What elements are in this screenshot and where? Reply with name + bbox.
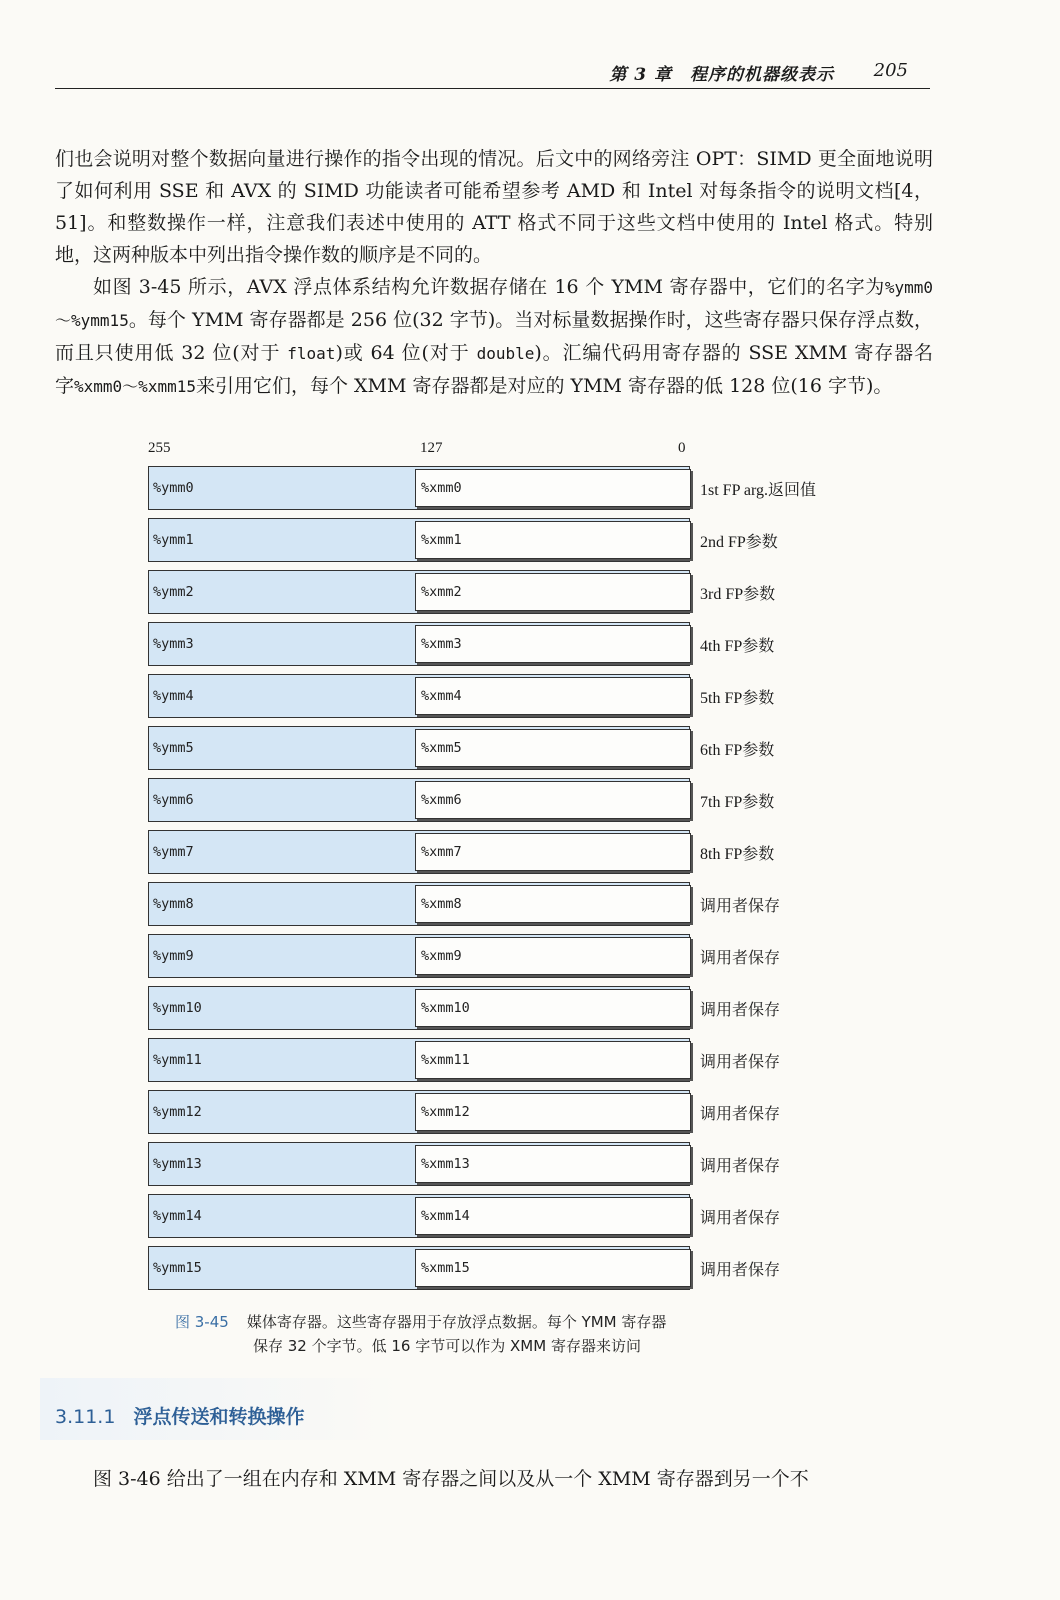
register-role: 5th FP参数: [700, 690, 775, 707]
register-role: 4th FP参数: [700, 638, 775, 655]
xmm-register-name: %xmm6: [421, 792, 462, 808]
ymm-register-name: %ymm14: [153, 1208, 202, 1224]
xmm-register-name: %xmm11: [421, 1052, 470, 1068]
bit-label-0: 0: [678, 440, 686, 456]
register-row: [148, 674, 848, 720]
code-xmm-range: %xmm0～%xmm15: [74, 377, 196, 396]
ymm-register-name: %ymm15: [153, 1260, 202, 1276]
bit-label-127: 127: [420, 440, 443, 456]
ymm-register-name: %ymm2: [153, 584, 194, 600]
ymm-register-box: [148, 830, 690, 874]
xmm-register-name: %xmm8: [421, 896, 462, 912]
register-role: 8th FP参数: [700, 846, 775, 863]
xmm-register-name: %xmm0: [421, 480, 462, 496]
register-row: [148, 518, 848, 564]
xmm-register-name: %xmm3: [421, 636, 462, 652]
ymm-register-box: [148, 986, 690, 1030]
page-number: 205: [873, 60, 908, 81]
chapter-title: 第 3 章 程序的机器级表示: [609, 65, 834, 85]
xmm-register-box: [415, 677, 691, 715]
xmm-register-name: %xmm7: [421, 844, 462, 860]
xmm-register-box: [415, 521, 691, 559]
xmm-register-box: [415, 729, 691, 767]
paragraph-2-text-1: 如图 3-45 所示，AVX 浮点体系结构允许数据存储在 16 个 YMM 寄存器中，它们的名字为: [93, 276, 885, 298]
register-row: [148, 466, 848, 512]
register-row: [148, 726, 848, 772]
xmm-register-name: %xmm1: [421, 532, 462, 548]
paragraph-2-text-4: )。汇编代码用寄存器的 SSE XMM 寄存器名字: [55, 342, 933, 397]
xmm-register-name: %xmm10: [421, 1000, 470, 1016]
xmm-register-name: %xmm5: [421, 740, 462, 756]
ymm-register-name: %ymm4: [153, 688, 194, 704]
xmm-register-name: %xmm12: [421, 1104, 470, 1120]
section-title: 浮点传送和转换操作: [133, 1406, 305, 1428]
ymm-register-name: %ymm10: [153, 1000, 202, 1016]
xmm-register-box: [415, 989, 691, 1027]
register-row: [148, 830, 848, 876]
register-row: [148, 934, 848, 980]
ymm-register-name: %ymm6: [153, 792, 194, 808]
caption-label: 图 3-45: [175, 1313, 229, 1331]
xmm-register-box: [415, 1145, 691, 1183]
code-ymm-range: %ymm0～%ymm15: [55, 278, 933, 330]
register-role: 7th FP参数: [700, 794, 775, 811]
xmm-register-box: [415, 781, 691, 819]
register-row: [148, 570, 848, 616]
ymm-register-name: %ymm12: [153, 1104, 202, 1120]
ymm-register-box: [148, 882, 690, 926]
ymm-register-box: [148, 674, 690, 718]
ymm-register-box: [148, 1142, 690, 1186]
bit-label-255: 255: [148, 440, 171, 456]
register-role: 调用者保存: [700, 1158, 781, 1175]
register-role: 调用者保存: [700, 1054, 781, 1071]
register-row: [148, 1194, 848, 1240]
ymm-register-box: [148, 622, 690, 666]
ymm-register-box: [148, 1090, 690, 1134]
register-role: 2nd FP参数: [700, 534, 778, 551]
paragraph-2: [55, 271, 933, 403]
register-row: [148, 1038, 848, 1084]
ymm-register-name: %ymm9: [153, 948, 194, 964]
register-role: 调用者保存: [700, 1210, 781, 1227]
register-role: 调用者保存: [700, 1262, 781, 1279]
register-row: [148, 622, 848, 668]
ymm-register-name: %ymm7: [153, 844, 194, 860]
ymm-register-name: %ymm0: [153, 480, 194, 496]
code-double: double: [476, 344, 535, 363]
xmm-register-name: %xmm9: [421, 948, 462, 964]
register-row: [148, 986, 848, 1032]
xmm-register-box: [415, 573, 691, 611]
xmm-register-box: [415, 1041, 691, 1079]
ymm-register-name: %ymm13: [153, 1156, 202, 1172]
xmm-register-name: %xmm4: [421, 688, 462, 704]
caption-line-2: 保存 32 个字节。低 16 字节可以作为 XMM 寄存器来访问: [253, 1337, 641, 1355]
xmm-register-box: [415, 469, 691, 507]
ymm-register-box: [148, 518, 690, 562]
xmm-register-name: %xmm13: [421, 1156, 470, 1172]
xmm-register-box: [415, 885, 691, 923]
xmm-register-box: [415, 1093, 691, 1131]
ymm-register-name: %ymm5: [153, 740, 194, 756]
register-row: [148, 1142, 848, 1188]
ymm-register-name: %ymm8: [153, 896, 194, 912]
register-row: [148, 1246, 848, 1292]
paragraph-2-text-3: )或 64 位(对于: [335, 342, 477, 364]
media-register-figure: [148, 440, 848, 1300]
register-role: 调用者保存: [700, 898, 781, 915]
ymm-register-box: [148, 1038, 690, 1082]
register-role: 调用者保存: [700, 950, 781, 967]
ymm-register-box: [148, 726, 690, 770]
xmm-register-box: [415, 833, 691, 871]
paragraph-1: 们也会说明对整个数据向量进行操作的指令出现的情况。后文中的网络旁注 OPT：SIMD 更全面地说明了如何利用 SSE 和 AVX 的 SIMD 功能读者可能希望参考 AMD 和 Intel 对每条指令的说明文档[4，51]。和整数操作一样，注意我们表述中使用的 ATT 格式不同于这些文档中使用的 Intel 格式。特别地，这两种版本中列出指令操作数的顺序是不同的。: [55, 148, 933, 266]
xmm-register-box: [415, 937, 691, 975]
ymm-register-box: [148, 570, 690, 614]
section-number: 3.11.1: [55, 1406, 116, 1428]
register-role: 1st FP arg.返回值: [700, 482, 817, 499]
ymm-register-name: %ymm11: [153, 1052, 202, 1068]
register-role: 6th FP参数: [700, 742, 775, 759]
register-role: 调用者保存: [700, 1106, 781, 1123]
xmm-register-name: %xmm2: [421, 584, 462, 600]
caption-line-1: 媒体寄存器。这些寄存器用于存放浮点数据。每个 YMM 寄存器: [246, 1313, 667, 1331]
xmm-register-name: %xmm14: [421, 1208, 470, 1224]
register-role: 3rd FP参数: [700, 586, 776, 603]
xmm-register-box: [415, 625, 691, 663]
xmm-register-box: [415, 1249, 691, 1287]
xmm-register-name: %xmm15: [421, 1260, 470, 1276]
paragraph-3: 图 3-46 给出了一组在内存和 XMM 寄存器之间以及从一个 XMM 寄存器到另一个不: [93, 1468, 809, 1490]
xmm-register-box: [415, 1197, 691, 1235]
register-role: 调用者保存: [700, 1002, 781, 1019]
paragraph-2-text-2: 。每个 YMM 寄存器都是 256 位(32 字节)。当对标量数据操作时，这些寄存器只保存浮点数，而且只使用低 32 位(对于: [55, 309, 933, 364]
register-row: [148, 1090, 848, 1136]
ymm-register-box: [148, 1194, 690, 1238]
section-heading: [55, 1402, 304, 1429]
ymm-register-name: %ymm1: [153, 532, 194, 548]
ymm-register-box: [148, 778, 690, 822]
figure-caption: [175, 1310, 815, 1358]
ymm-register-box: [148, 466, 690, 510]
code-float: float: [287, 344, 336, 363]
page-header: [55, 58, 930, 89]
ymm-register-box: [148, 934, 690, 978]
ymm-register-box: [148, 1246, 690, 1290]
ymm-register-name: %ymm3: [153, 636, 194, 652]
paragraph-2-text-5: 来引用它们，每个 XMM 寄存器都是对应的 YMM 寄存器的低 128 位(16 字节)。: [195, 375, 893, 397]
register-row: [148, 778, 848, 824]
register-row: [148, 882, 848, 928]
